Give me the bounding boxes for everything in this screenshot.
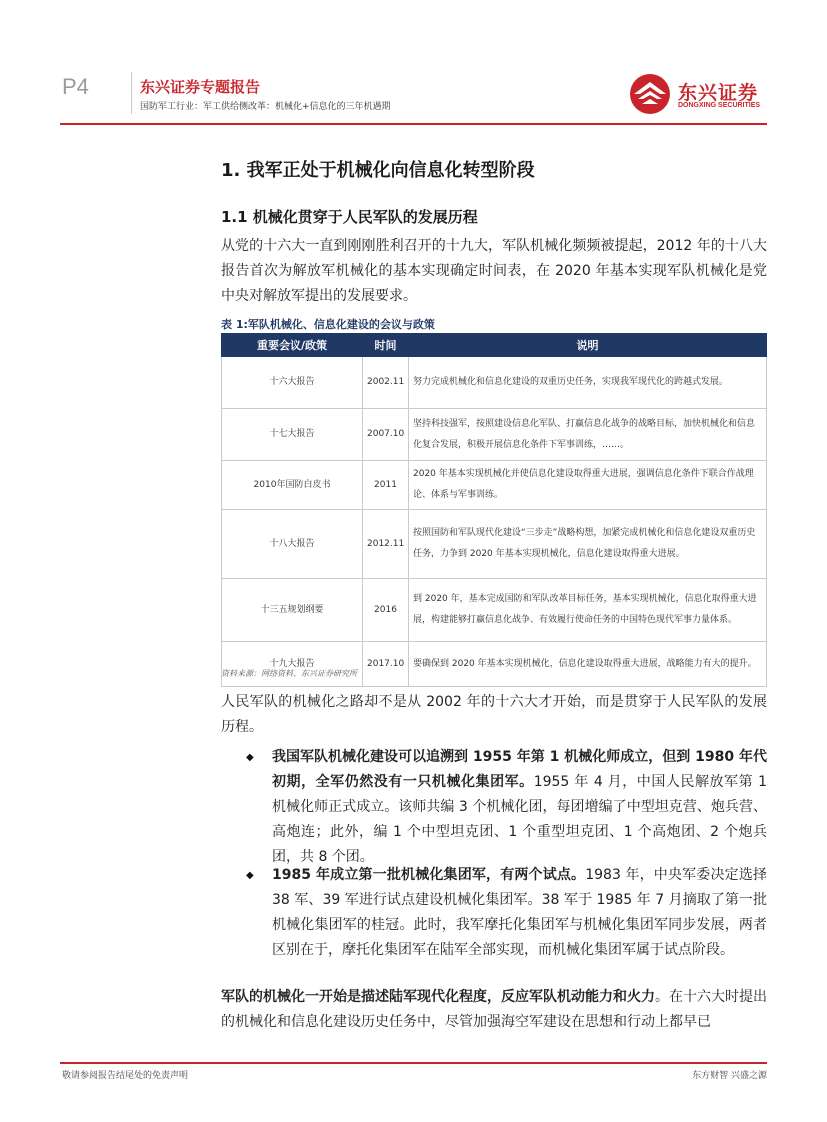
subsection-heading: 1.1 机械化贯穿于人民军队的发展历程 — [221, 208, 478, 226]
meeting-description: 2020 年基本实现机械化并使信息化建设取得重大进展，强调信息化条件下联合作战理论、体系与军事训练。 — [409, 461, 767, 510]
logo-text-en: DONGXING SECURITIES — [678, 102, 761, 109]
paragraph-text: 。在十六大时提出的机械化和信息化建设历史任务中，尽管加强海空军建设在思想和行动上都早已 — [221, 989, 767, 1030]
header-rule — [60, 123, 767, 125]
meeting-time: 2002.11 — [363, 357, 409, 409]
disclaimer-note: 敬请参阅报告结尾处的免责声明 — [62, 1071, 189, 1081]
meeting-time: 2007.10 — [363, 409, 409, 461]
bullet-text: 1983 年，中央军委决定选择 38 军、39 军进行试点建设机械化集团军。38 军于 1985 年 7 月摘取了第一批机械化集团军的桂冠。此时，我军摩托化集团军与机械化集团军同步发展，两者区别在于，摩托化集团军在陆军全部实现，而机械化集团军属于试点阶段。 — [272, 867, 767, 958]
meeting-name: 十七大报告 — [222, 409, 363, 461]
meeting-description: 到 2020 年，基本完成国防和军队改革目标任务，基本实现机械化，信息化取得重大进展，构建能够打赢信息化战争、有效履行使命任务的中国特色现代军事力量体系。 — [409, 579, 767, 642]
header-divider — [131, 72, 132, 114]
company-logo — [628, 72, 768, 116]
table-row — [222, 461, 767, 510]
table-header-cell: 时间 — [363, 334, 409, 357]
body-paragraph — [221, 985, 767, 1035]
meeting-name: 2010年国防白皮书 — [222, 461, 363, 510]
bullet-text: 1955 年 4 月，中国人民解放军第 1 机械化师正式成立。该师共编 3 个机械化团，每团增编了中型坦克营、炮兵营、高炮连；此外，编 1 个中型坦克团、1 个重型坦克团、1 个高炮团、2 个炮兵团，共 8 个团。 — [272, 774, 767, 865]
meeting-time: 2012.11 — [363, 510, 409, 579]
table-header-cell: 说明 — [409, 334, 767, 357]
report-title: 东兴证券专题报告 — [140, 78, 261, 96]
meeting-time: 2011 — [363, 461, 409, 510]
table-row — [222, 579, 767, 642]
bullet-paragraph — [272, 745, 767, 870]
meeting-name: 十九大报告 — [222, 642, 363, 687]
meeting-name: 十六大报告 — [222, 357, 363, 409]
meeting-time: 2017.10 — [363, 642, 409, 687]
table-row — [222, 357, 767, 409]
meeting-name: 十三五规划纲要 — [222, 579, 363, 642]
table-row — [222, 409, 767, 461]
bullet-lead: 1985 年成立第一批机械化集团军，有两个试点。 — [272, 867, 586, 883]
logo-mark-icon — [628, 72, 674, 116]
table-source: 资料来源：网络资料、东兴证券研究所 — [221, 669, 357, 678]
section-heading: 1. 我军正处于机械化向信息化转型阶段 — [221, 160, 535, 181]
paragraph-lead: 军队的机械化一开始是描述陆军现代化程度，反应军队机动能力和火力 — [221, 989, 655, 1005]
footer-slogan: 东方财智 兴盛之源 — [692, 1071, 767, 1081]
table-title: 表 1:军队机械化、信息化建设的会议与政策 — [221, 318, 435, 331]
footer-rule — [60, 1062, 767, 1064]
meeting-description: 按照国防和军队现代化建设“三步走”战略构想，加紧完成机械化和信息化建设双重历史任务，力争到 2020 年基本实现机械化，信息化建设取得重大进展。 — [409, 510, 767, 579]
table-row — [222, 642, 767, 687]
bullet-diamond-icon: ◆ — [246, 870, 254, 881]
table-header-row — [222, 334, 767, 357]
intro-paragraph: 从党的十六大一直到刚刚胜利召开的十九大，军队机械化频频被提起，2012 年的十八大报告首次为解放军机械化的基本实现确定时间表，在 2020 年基本实现军队机械化是党中央对解放军提出的发展要求。 — [221, 238, 767, 304]
meeting-description: 要确保到 2020 年基本实现机械化，信息化建设取得重大进展，战略能力有大的提升。 — [409, 642, 767, 687]
body-paragraph: 人民军队的机械化之路却不是从 2002 年的十六大才开始，而是贯穿于人民军队的发展历程。 — [221, 694, 767, 735]
bullet-diamond-icon: ◆ — [246, 752, 254, 763]
meeting-time: 2016 — [363, 579, 409, 642]
bullet-lead: 我国军队机械化建设可以追溯到 1955 年第 1 机械化师成立，但到 1980 年代初期，全军仍然没有一只机械化集团军。 — [272, 749, 767, 790]
report-subtitle: 国防军工行业：军工供给侧改革：机械化+信息化的三年机遇期 — [140, 102, 391, 112]
logo-text-cn: 东兴证券 — [678, 82, 759, 104]
table-row — [222, 510, 767, 579]
meeting-description: 努力完成机械化和信息化建设的双重历史任务，实现我军现代化的跨越式发展。 — [409, 357, 767, 409]
policy-table — [221, 333, 767, 687]
page-number: P4 — [62, 74, 89, 99]
bullet-paragraph — [272, 863, 767, 963]
table-header-cell: 重要会议/政策 — [222, 334, 363, 357]
meeting-name: 十八大报告 — [222, 510, 363, 579]
meeting-description: 坚持科技强军，按照建设信息化军队、打赢信息化战争的战略目标，加快机械化和信息化复合发展，积极开展信息化条件下军事训练，……。 — [409, 409, 767, 461]
